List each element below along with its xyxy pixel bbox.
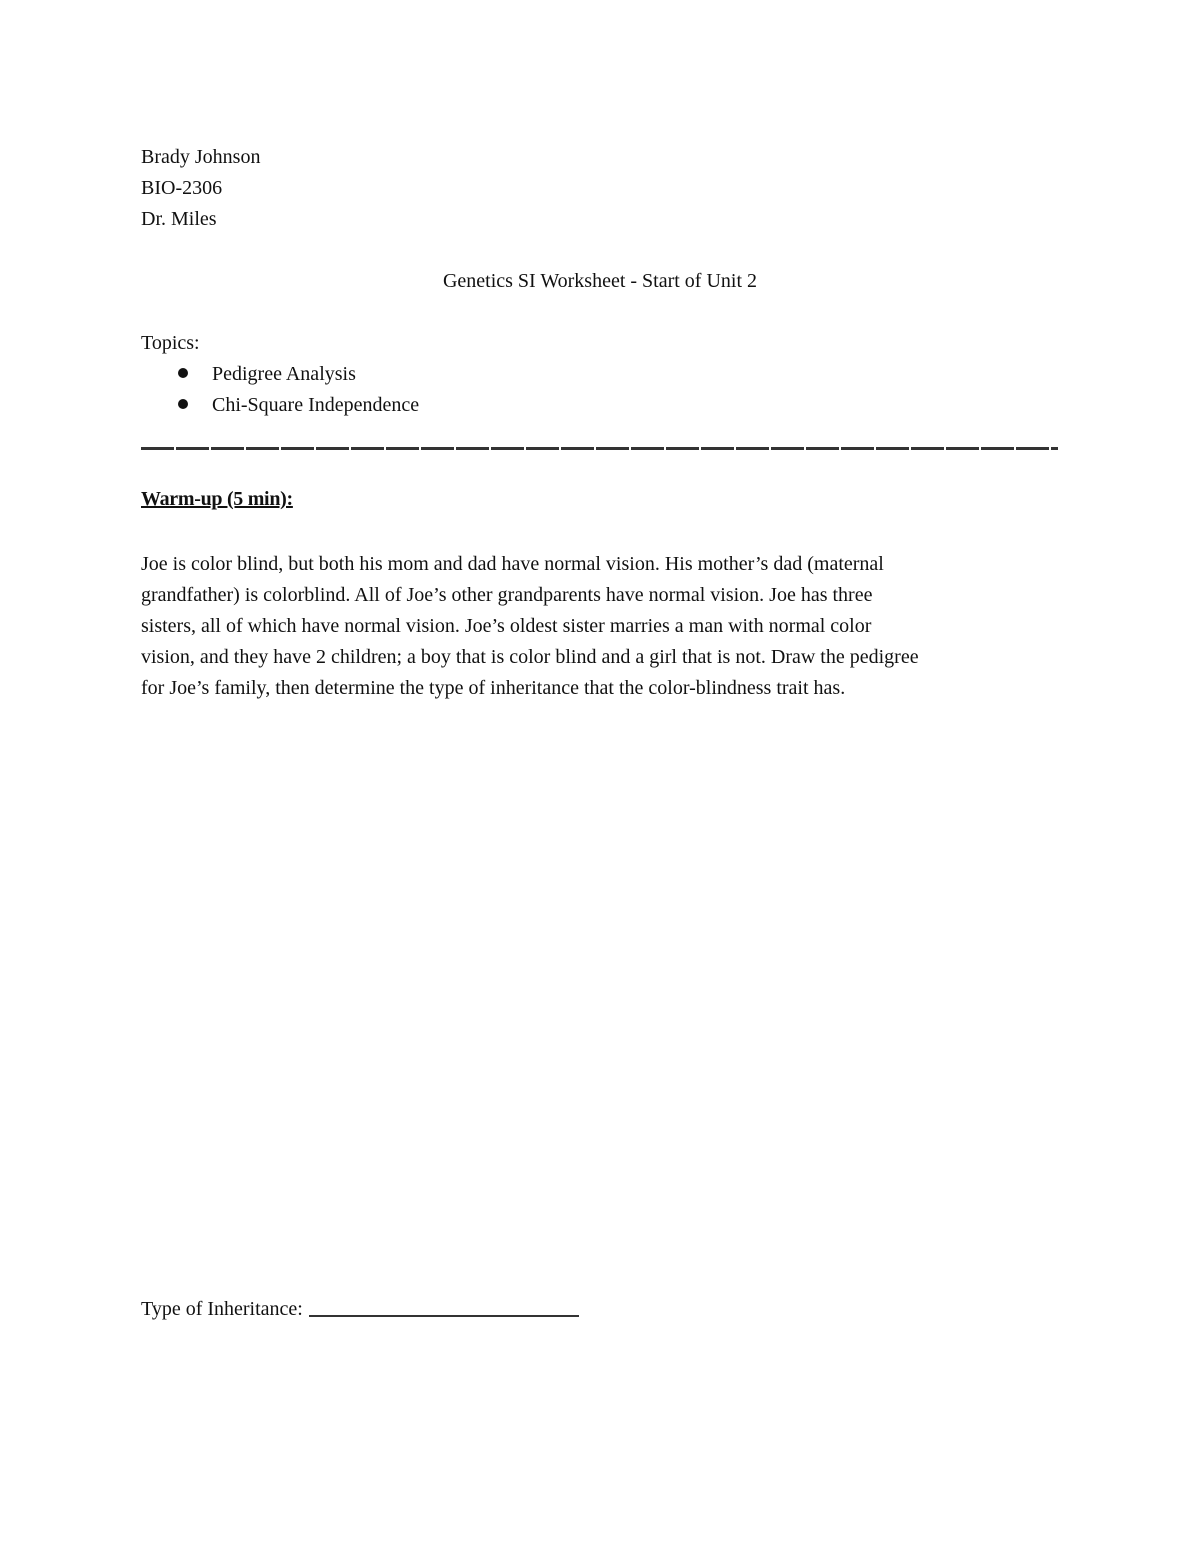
topic-item	[178, 362, 356, 386]
section-divider	[141, 447, 1058, 450]
bullet-icon	[178, 399, 188, 409]
inheritance-answer-blank[interactable]	[309, 1297, 579, 1317]
paragraph-line: for Joe’s family, then determine the type of inheritance that the color-blindness trait has.	[141, 677, 846, 699]
course-code: BIO-2306	[141, 177, 223, 199]
topic-item	[178, 393, 419, 417]
topic-label: Chi-Square Independence	[212, 394, 420, 416]
inheritance-answer-label: Type of Inheritance:	[141, 1298, 303, 1320]
paragraph-line: Joe is color blind, but both his mom and dad have normal vision. His mother’s dad (maternal	[141, 553, 884, 575]
paragraph-line: sisters, all of which have normal vision. Joe’s oldest sister marries a man with normal color	[141, 615, 872, 637]
warmup-heading: Warm-up (5 min):	[141, 488, 293, 510]
instructor-name: Dr. Miles	[141, 208, 217, 230]
warmup-paragraph	[141, 549, 1071, 704]
student-name: Brady Johnson	[141, 146, 261, 168]
bullet-icon	[178, 368, 188, 378]
inheritance-answer-row	[141, 1295, 579, 1321]
paragraph-line: vision, and they have 2 children; a boy that is color blind and a girl that is not. Draw the pedigree	[141, 646, 919, 668]
topics-label: Topics:	[141, 332, 200, 354]
topic-label: Pedigree Analysis	[212, 363, 356, 385]
worksheet-title: Genetics SI Worksheet - Start of Unit 2	[442, 270, 758, 292]
paragraph-line: grandfather) is colorblind. All of Joe’s other grandparents have normal vision. Joe has three	[141, 584, 873, 606]
